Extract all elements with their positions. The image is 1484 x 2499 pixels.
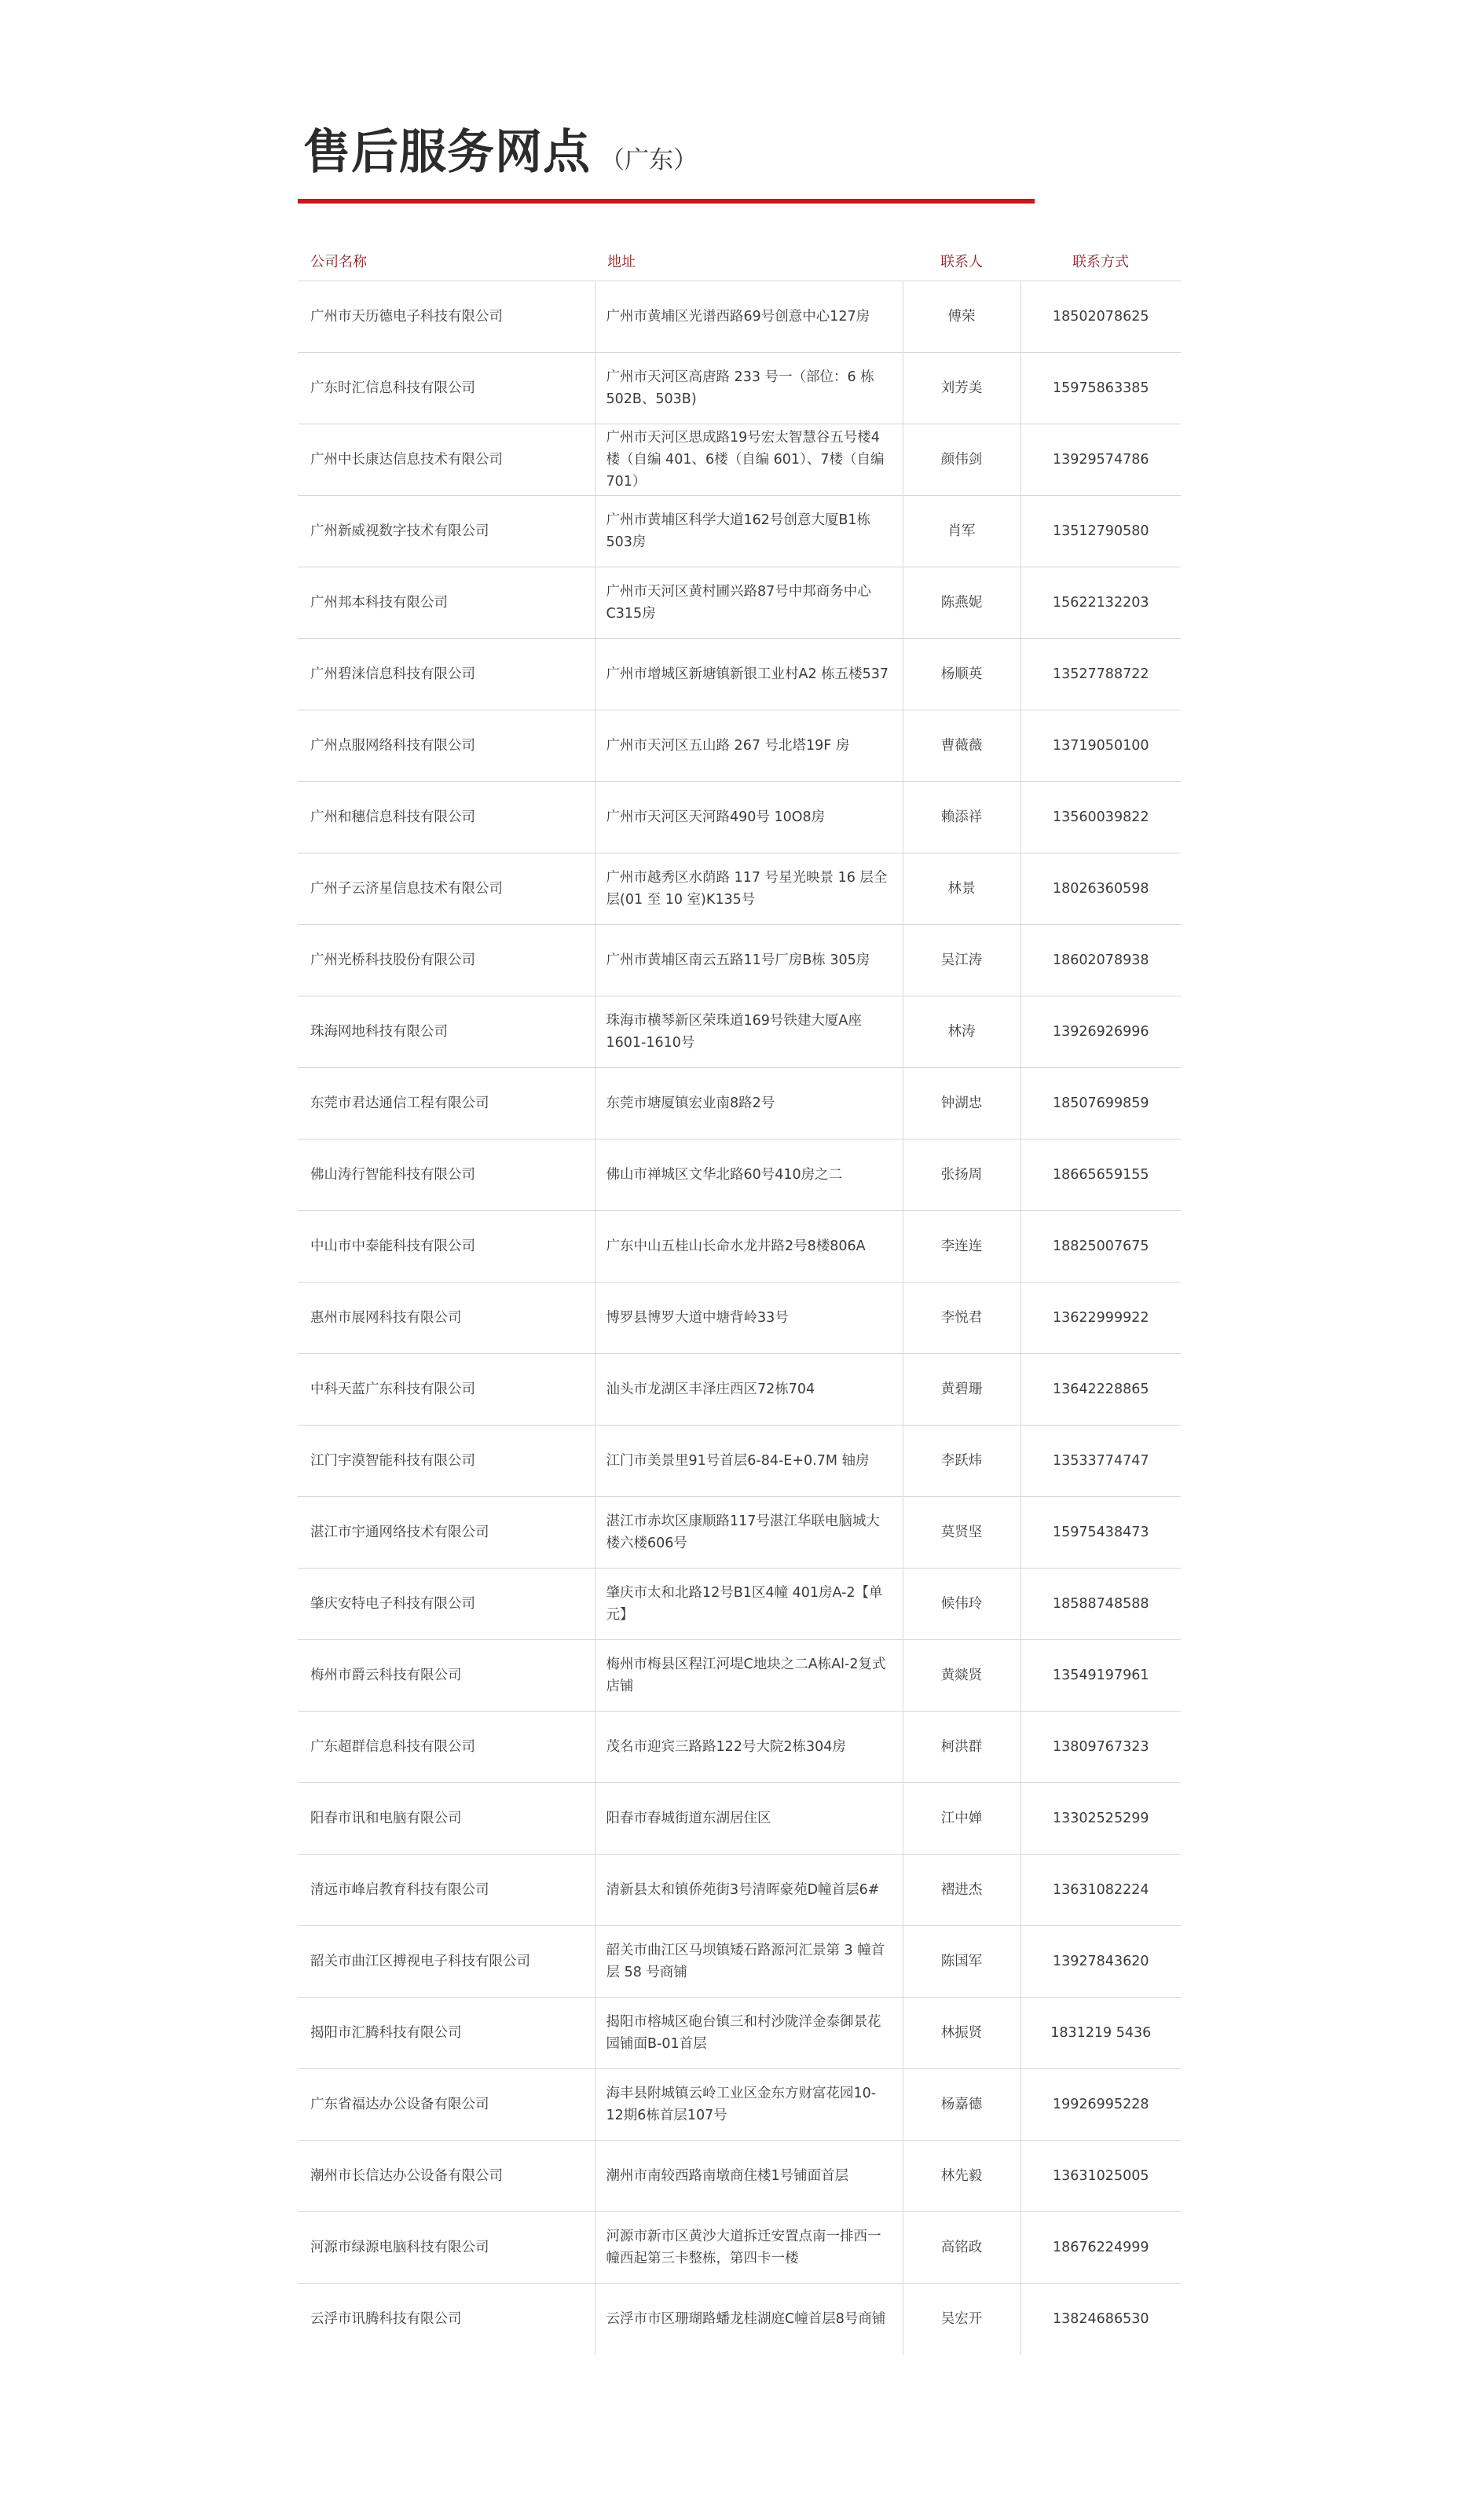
cell-contact: 杨顺英: [903, 639, 1020, 710]
table-row: [298, 1283, 1181, 1354]
cell-contact: 肖军: [903, 496, 1020, 567]
cell-contact: 吴宏开: [903, 2284, 1020, 2355]
cell-company: 广州光桥科技股份有限公司: [298, 925, 595, 996]
table-row: [298, 710, 1181, 782]
cell-address: 广州市增城区新塘镇新银工业村A2 栋五楼537: [595, 639, 903, 710]
cell-company: 东莞市君达通信工程有限公司: [298, 1068, 595, 1139]
cell-company: 广州和穗信息科技有限公司: [298, 782, 595, 853]
table-row: [298, 567, 1181, 639]
title-underline: [298, 199, 1035, 204]
cell-phone: 19926995228: [1020, 2069, 1181, 2141]
cell-company: 广东省福达办公设备有限公司: [298, 2069, 595, 2141]
cell-address: 广东中山五桂山长命水龙井路2号8楼806A: [595, 1211, 903, 1283]
cell-contact: 林先毅: [903, 2141, 1020, 2212]
cell-company: 清远市峰启教育科技有限公司: [298, 1855, 595, 1926]
cell-address: 佛山市禅城区文华北路60号410房之二: [595, 1139, 903, 1211]
page-title-block: [303, 115, 698, 182]
cell-contact: 陈燕妮: [903, 567, 1020, 639]
cell-contact: 莫贤坚: [903, 1497, 1020, 1569]
page-subtitle-region: （广东）: [600, 146, 698, 174]
cell-contact: 张扬周: [903, 1139, 1020, 1211]
cell-address: 湛江市赤坎区康顺路117号湛江华联电脑城大楼六楼606号: [595, 1497, 903, 1569]
cell-phone: 13549197961: [1020, 1640, 1181, 1712]
cell-contact: 陈国军: [903, 1926, 1020, 1998]
cell-contact: 林涛: [903, 996, 1020, 1068]
table-row: [298, 2212, 1181, 2284]
cell-company: 广东超群信息科技有限公司: [298, 1712, 595, 1783]
cell-phone: 13719050100: [1020, 710, 1181, 782]
column-header-company: 公司名称: [298, 241, 595, 281]
cell-company: 韶关市曲江区搏视电子科技有限公司: [298, 1926, 595, 1998]
cell-phone: 15975863385: [1020, 353, 1181, 424]
cell-address: 梅州市梅县区程江河堤C地块之二A栋Al-2复式店铺: [595, 1640, 903, 1712]
column-header-phone: 联系方式: [1020, 241, 1181, 281]
cell-phone: 18026360598: [1020, 853, 1181, 925]
cell-phone: 13533774747: [1020, 1426, 1181, 1497]
cell-company: 江门宇漠智能科技有限公司: [298, 1426, 595, 1497]
table-row: [298, 2284, 1181, 2355]
table-row: [298, 496, 1181, 567]
cell-phone: 13929574786: [1020, 424, 1181, 496]
cell-company: 广州邦本科技有限公司: [298, 567, 595, 639]
table-row: [298, 1211, 1181, 1283]
cell-company: 中山市中泰能科技有限公司: [298, 1211, 595, 1283]
table-row: [298, 1426, 1181, 1497]
cell-address: 广州市黄埔区南云五路11号厂房B栋 305房: [595, 925, 903, 996]
table-row: [298, 424, 1181, 496]
cell-address: 清新县太和镇侨苑街3号清晖豪苑D幢首层6#: [595, 1855, 903, 1926]
cell-contact: 吴江涛: [903, 925, 1020, 996]
cell-phone: 18825007675: [1020, 1211, 1181, 1283]
cell-address: 潮州市南较西路南墩商住楼1号铺面首层: [595, 2141, 903, 2212]
cell-phone: 18602078938: [1020, 925, 1181, 996]
cell-company: 潮州市长信达办公设备有限公司: [298, 2141, 595, 2212]
cell-contact: 黄燚贤: [903, 1640, 1020, 1712]
cell-address: 广州市天河区黄村圃兴路87号中邦商务中心C315房: [595, 567, 903, 639]
cell-phone: 13809767323: [1020, 1712, 1181, 1783]
table-row: [298, 1068, 1181, 1139]
cell-contact: 李连连: [903, 1211, 1020, 1283]
cell-address: 广州市黄埔区光谱西路69号创意中心127房: [595, 281, 903, 353]
cell-address: 东莞市塘厦镇宏业南8路2号: [595, 1068, 903, 1139]
cell-contact: 赖添祥: [903, 782, 1020, 853]
cell-contact: 褶进杰: [903, 1855, 1020, 1926]
cell-phone: 15975438473: [1020, 1497, 1181, 1569]
table-row: [298, 1497, 1181, 1569]
table-row: [298, 1926, 1181, 1998]
cell-contact: 候伟玲: [903, 1569, 1020, 1640]
cell-phone: 13927843620: [1020, 1926, 1181, 1998]
cell-address: 珠海市横琴新区荣珠道169号铁建大厦A座1601-1610号: [595, 996, 903, 1068]
cell-contact: 杨嘉德: [903, 2069, 1020, 2141]
cell-contact: 李悦君: [903, 1283, 1020, 1354]
cell-phone: 13824686530: [1053, 2311, 1149, 2328]
cell-company: 惠州市展网科技有限公司: [298, 1283, 595, 1354]
cell-contact: 江中婵: [903, 1783, 1020, 1855]
cell-company: 阳春市讯和电脑有限公司: [298, 1783, 595, 1855]
cell-phone: 13527788722: [1020, 639, 1181, 710]
cell-phone: 18507699859: [1020, 1068, 1181, 1139]
cell-address: 广州市越秀区水荫路 117 号星光映景 16 层全层(01 至 10 室)K135号: [595, 853, 903, 925]
table-row: [298, 1354, 1181, 1426]
cell-address: 广州市天河区思成路19号宏太智慧谷五号楼4楼（自编 401、6楼（自编 601）、7楼（自编 701）: [595, 424, 903, 496]
cell-phone: 13560039822: [1020, 782, 1181, 853]
cell-phone: 15622132203: [1020, 567, 1181, 639]
cell-company: 广州碧涞信息科技有限公司: [298, 639, 595, 710]
service-outlets-table: [298, 241, 1181, 2355]
cell-address: 肇庆市太和北路12号B1区4幢 401房A-2【单元】: [595, 1569, 903, 1640]
table-row: [298, 1569, 1181, 1640]
cell-address: 韶关市曲江区马坝镇矮石路源河汇景第 3 幢首层 58 号商铺: [595, 1926, 903, 1998]
table-row: [298, 281, 1181, 353]
cell-company: 珠海网地科技有限公司: [298, 996, 595, 1068]
table-row: [298, 2141, 1181, 2212]
cell-contact: 曹薇薇: [903, 710, 1020, 782]
cell-contact: 李跃炜: [903, 1426, 1020, 1497]
cell-address: 江门市美景里91号首层6-84-E+0.7M 轴房: [595, 1426, 903, 1497]
cell-company: 广州中长康达信息技术有限公司: [298, 424, 595, 496]
cell-phone: 1831219 5436: [1020, 1998, 1181, 2069]
table-row: [298, 353, 1181, 424]
table-row: [298, 1855, 1181, 1926]
table-body: [298, 281, 1181, 2355]
table-row: [298, 1640, 1181, 1712]
cell-contact: 钟湖忠: [903, 1068, 1020, 1139]
cell-contact: 刘芳美: [903, 353, 1020, 424]
table-row: [298, 996, 1181, 1068]
table-row: [298, 853, 1181, 925]
cell-phone: 13302525299: [1020, 1783, 1181, 1855]
table-row: [298, 782, 1181, 853]
cell-contact: 傅荣: [903, 281, 1020, 353]
cell-address: 阳春市春城街道东湖居住区: [595, 1783, 903, 1855]
cell-phone: 13512790580: [1020, 496, 1181, 567]
cell-company: 中科天蓝广东科技有限公司: [298, 1354, 595, 1426]
cell-phone: 13926926996: [1020, 996, 1181, 1068]
cell-company: 广州市天历德电子科技有限公司: [298, 281, 595, 353]
cell-address: 广州市黄埔区科学大道162号创意大厦B1栋503房: [595, 496, 903, 567]
table-row: [298, 1139, 1181, 1211]
table-row: [298, 2069, 1181, 2141]
cell-address: 茂名市迎宾三路路122号大院2栋304房: [595, 1712, 903, 1783]
cell-company: 云浮市讯腾科技有限公司: [310, 2311, 462, 2328]
cell-contact: 柯洪群: [903, 1712, 1020, 1783]
cell-company: 肇庆安特电子科技有限公司: [298, 1569, 595, 1640]
table-row: [298, 1712, 1181, 1783]
cell-address: 广州市天河区天河路490号 10O8房: [595, 782, 903, 853]
cell-phone: 13631082224: [1020, 1855, 1181, 1926]
cell-company: 湛江市宇通网络技术有限公司: [298, 1497, 595, 1569]
cell-company: 广州子云济星信息技术有限公司: [298, 853, 595, 925]
cell-company: 佛山涛行智能科技有限公司: [298, 1139, 595, 1211]
cell-contact: 林振贤: [903, 1998, 1020, 2069]
cell-address: 广州市天河区五山路 267 号北塔19F 房: [595, 710, 903, 782]
cell-company: 广州点服网络科技有限公司: [298, 710, 595, 782]
cell-address: 河源市新市区黄沙大道拆迁安置点南一排西一幢西起第三卡整栋，第四卡一楼: [595, 2212, 903, 2284]
cell-address: 广州市天河区高唐路 233 号一（部位：6 栋 502B、503B): [595, 353, 903, 424]
cell-phone: 13622999922: [1020, 1283, 1181, 1354]
table-header: [298, 241, 1181, 281]
cell-company: 广东时汇信息科技有限公司: [298, 353, 595, 424]
cell-address: 海丰县附城镇云岭工业区金东方财富花园10-12期6栋首层107号: [595, 2069, 903, 2141]
cell-address: 云浮市市区珊瑚路蟠龙桂湖庭C幢首层8号商铺: [595, 2284, 903, 2355]
cell-contact: 林景: [903, 853, 1020, 925]
table-row: [298, 1998, 1181, 2069]
cell-phone: 18665659155: [1020, 1139, 1181, 1211]
cell-contact: 高铭政: [903, 2212, 1020, 2284]
cell-contact: 黄碧珊: [903, 1354, 1020, 1426]
cell-company: 广州新威视数字技术有限公司: [298, 496, 595, 567]
cell-company: 揭阳市汇腾科技有限公司: [298, 1998, 595, 2069]
table-header-row: [298, 241, 1181, 281]
table-row: [298, 639, 1181, 710]
cell-address: 汕头市龙湖区丰泽庄西区72栋704: [595, 1354, 903, 1426]
cell-phone: 13642228865: [1020, 1354, 1181, 1426]
column-header-address: 地址: [595, 241, 903, 281]
page-title: 售后服务网点: [303, 125, 591, 180]
cell-address: 博罗县博罗大道中塘背岭33号: [595, 1283, 903, 1354]
cell-company: 梅州市爵云科技有限公司: [298, 1640, 595, 1712]
table-row: [298, 925, 1181, 996]
cell-phone: 18676224999: [1020, 2212, 1181, 2284]
cell-contact: 颜伟剑: [903, 424, 1020, 496]
cell-company: 河源市绿源电脑科技有限公司: [298, 2212, 595, 2284]
cell-phone: 18502078625: [1020, 281, 1181, 353]
cell-address: 揭阳市榕城区砲台镇三和村沙陇洋金泰御景花园铺面B-01首层: [595, 1998, 903, 2069]
column-header-contact: 联系人: [903, 241, 1020, 281]
table-row: [298, 1783, 1181, 1855]
cell-phone: 13631025005: [1020, 2141, 1181, 2212]
cell-phone: 18588748588: [1020, 1569, 1181, 1640]
